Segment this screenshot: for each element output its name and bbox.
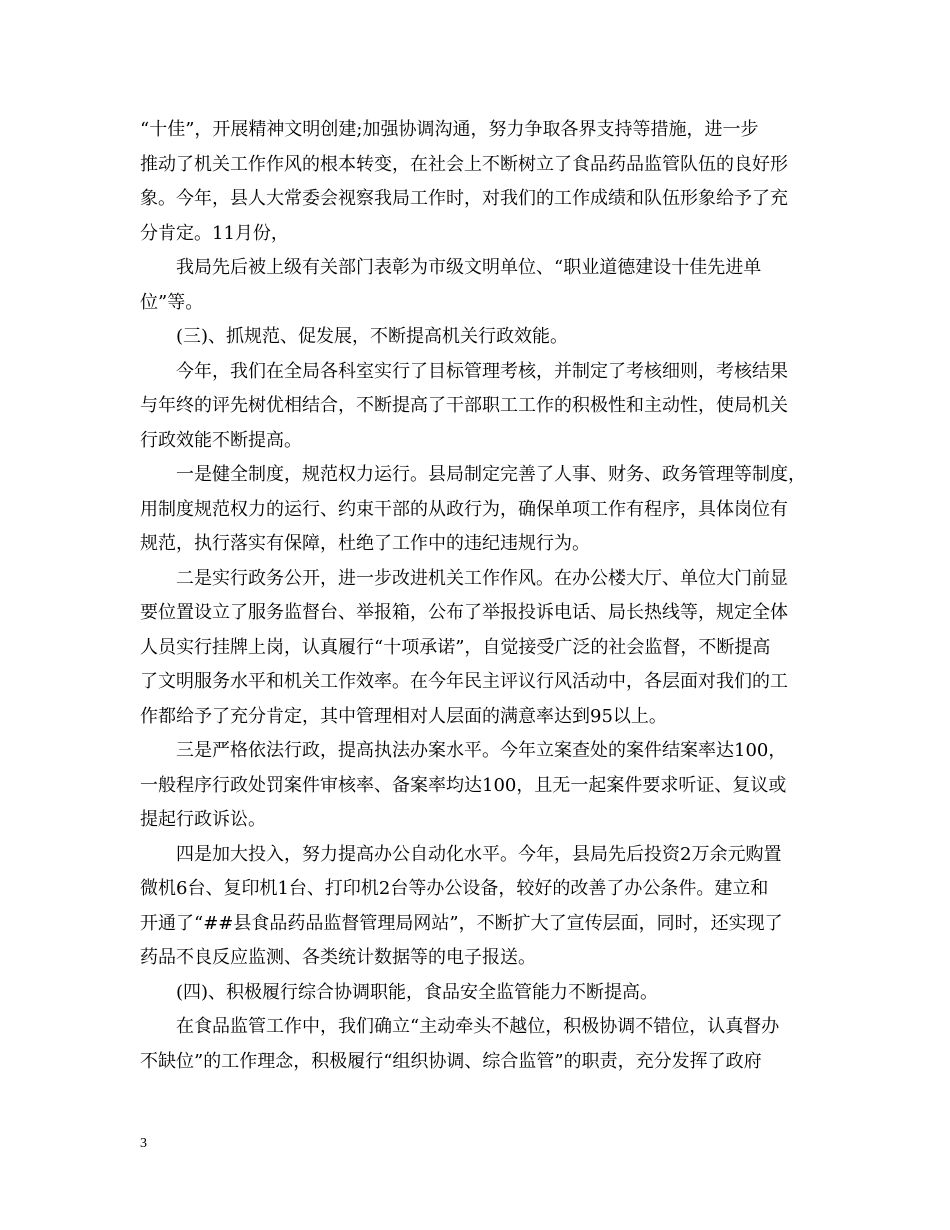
paragraph (140, 113, 815, 251)
text-line: 分肯定。11月份， (140, 222, 289, 244)
paragraph (140, 251, 815, 320)
text-line: 今年，我们在全局各科室实行了目标管理考核，并制定了考核细则，考核结果 (176, 360, 788, 382)
text-line: 象。今年，县人大常委会视察我局工作时，对我们的工作成绩和队伍形象给予了充 (140, 188, 788, 209)
text-line: 位”等。 (140, 291, 204, 313)
text-line: (三)、抓规范、促发展，不断提高机关行政效能。 (176, 326, 569, 347)
text-line: 药品不良反应监测、各类统计数据等的电子报送。 (140, 947, 536, 968)
text-line: 一是健全制度，规范权力运行。县局制定完善了人事、财务、政务管理等制度， (176, 464, 806, 485)
text-line: 与年终的评先树优相结合，不断提高了干部职工工作的积极性和主动性，使局机关 (140, 395, 788, 416)
page-number: 3 (140, 1136, 147, 1151)
text-line: 三是严格依法行政，提高执法办案水平。今年立案查处的案件结案率达100， (176, 740, 787, 761)
text-line: 我局先后被上级有关部门表彰为市级文明单位、“职业道德建设十佳先进单 (176, 257, 762, 278)
text-line: 开通了“##县食品药品监督管理局网站”，不断扩大了宣传层面，同时，还实现了 (140, 912, 783, 934)
document-body (140, 113, 815, 1079)
paragraph (140, 1010, 815, 1079)
text-line: 提起行政诉讼。 (140, 809, 266, 830)
text-line: 人员实行挂牌上岗，认真履行“十项承诺”，自觉接受广泛的社会监督，不断提高 (140, 636, 771, 658)
paragraph (140, 838, 815, 976)
paragraph (140, 355, 815, 459)
text-line: 不缺位”的工作理念，积极履行“组织协调、综合监管”的职责，充分发挥了政府 (140, 1050, 762, 1072)
text-line: 一般程序行政处罚案件审核率、备案率均达100，且无一起案件要求听证、复议或 (140, 774, 787, 796)
text-line: 微机6台、复印机1台、打印机2台等办公设备，较好的改善了办公条件。建立和 (140, 878, 769, 899)
text-line: (四)、积极履行综合协调职能，食品安全监管能力不断提高。 (176, 981, 659, 1003)
paragraph (140, 320, 815, 355)
paragraph (140, 562, 815, 735)
paragraph (140, 458, 815, 562)
text-line: 用制度规范权力的运行、约束干部的从政行为，确保单项工作有程序，具体岗位有 (140, 498, 788, 520)
paragraph (140, 976, 815, 1011)
text-line: 四是加大投入，努力提高办公自动化水平。今年，县局先后投资2万余元购置 (176, 843, 782, 865)
paragraph (140, 734, 815, 838)
text-line: 推动了机关工作作风的根本转变，在社会上不断树立了食品药品监管队伍的良好形 (140, 153, 788, 175)
text-line: 作都给予了充分肯定，其中管理相对人层面的满意率达到95以上。 (140, 705, 667, 727)
text-line: 规范，执行落实有保障，杜绝了工作中的违纪违规行为。 (140, 533, 590, 554)
text-line: 要位置设立了服务监督台、举报箱，公布了举报投诉电话、局长热线等，规定全体 (140, 602, 788, 623)
text-line: 行政效能不断提高。 (140, 429, 302, 451)
text-line: “十佳”，开展精神文明创建;加强协调沟通，努力争取各界支持等措施，进一步 (140, 119, 759, 140)
text-line: 了文明服务水平和机关工作效率。在今年民主评议行风活动中，各层面对我们的工 (140, 671, 788, 692)
text-line: 在食品监管工作中，我们确立“主动牵头不越位，积极协调不错位，认真督办 (176, 1016, 780, 1037)
text-line: 二是实行政务公开，进一步改进机关工作作风。在办公楼大厅、单位大门前显 (176, 567, 788, 589)
